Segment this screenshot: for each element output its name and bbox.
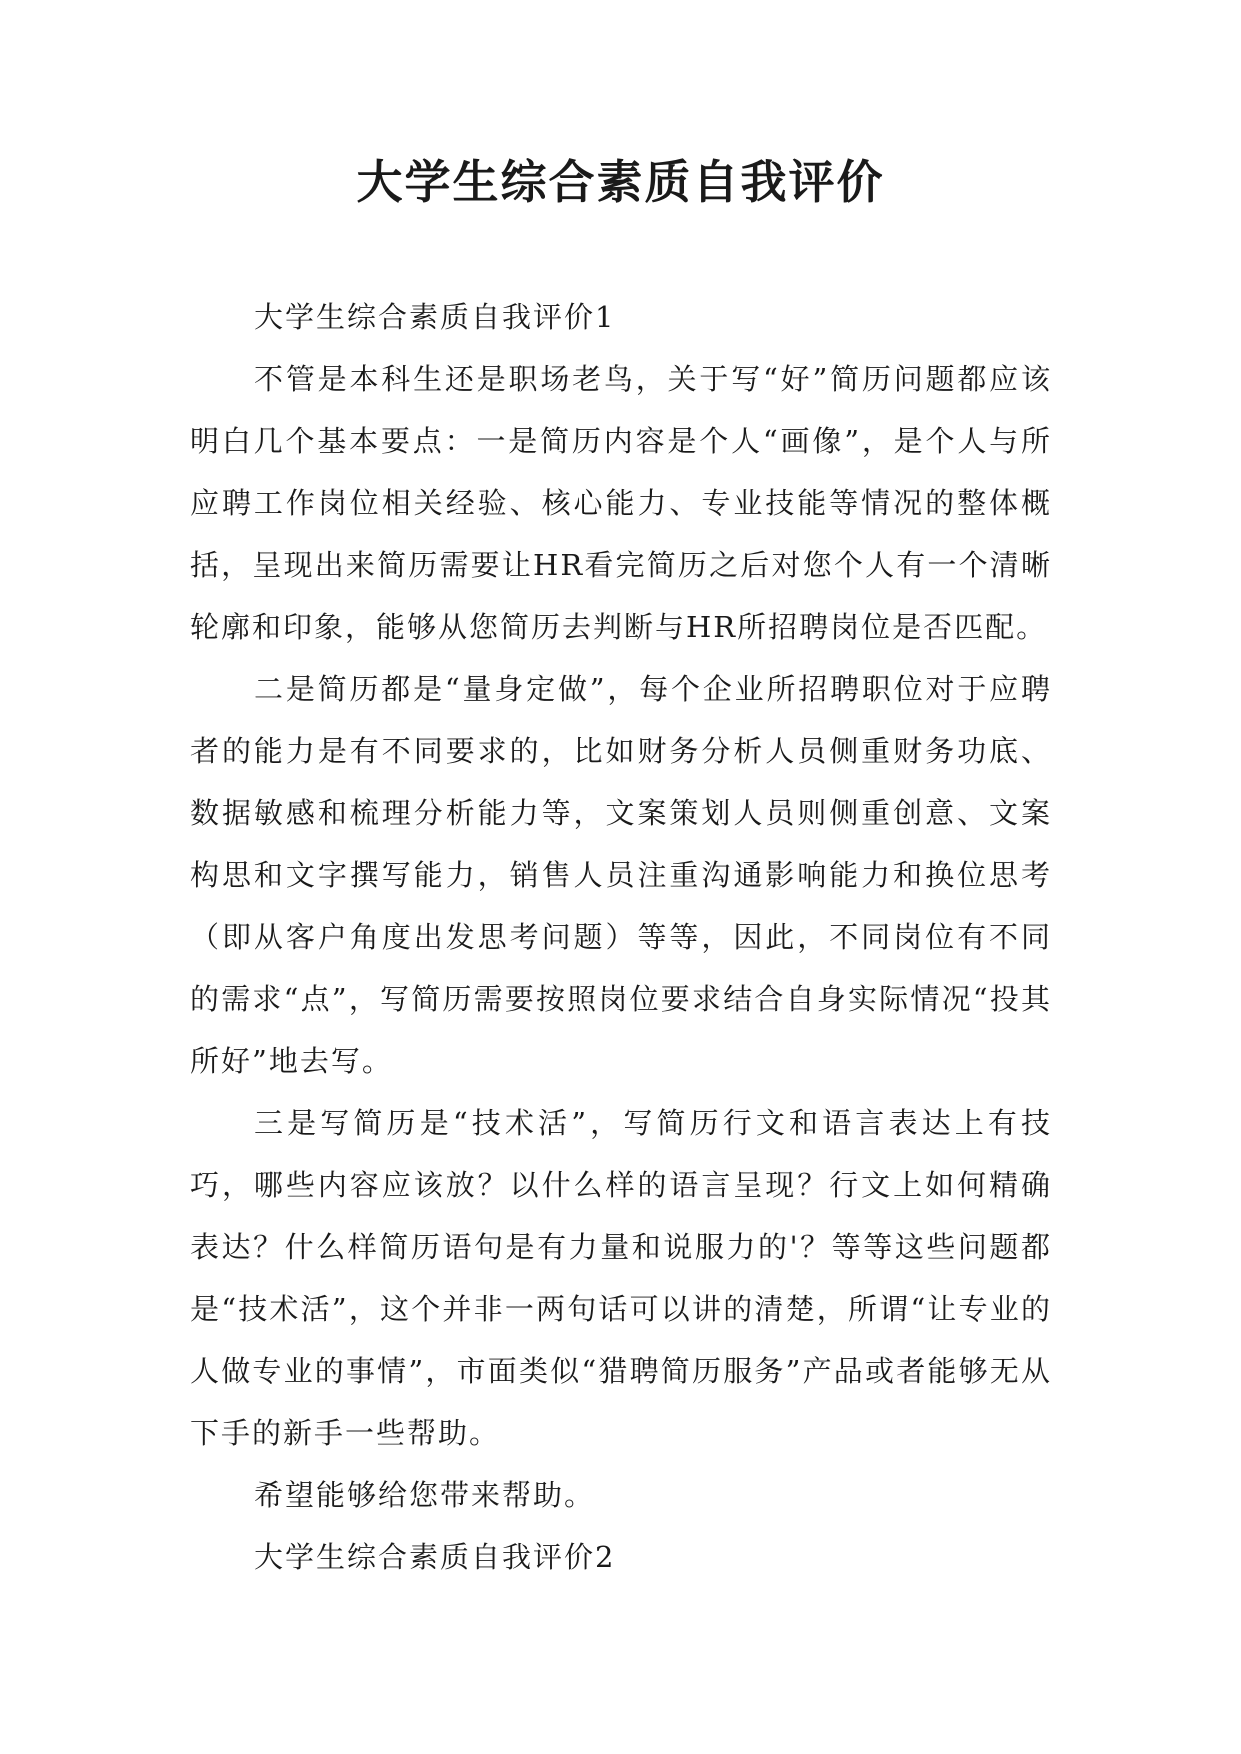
section-heading-1: 大学生综合素质自我评价1 (254, 300, 616, 334)
body-paragraph: 三是写简历是“技术活”，写简历行文和语言表达上有技巧，哪些内容应该放？以什么样的语言呈现？行文上如何精确表达？什么样简历语句是有力量和说服力的'？等等这些问题都是“技术活”，这个并非一两句话可以讲的清楚，所谓“让专业的人做专业的事情”，市面类似“猎聘简历服务”产品或者能够无从下手的新手一些帮助。 (190, 1106, 1052, 1450)
section-heading-2: 大学生综合素质自我评价2 (254, 1540, 616, 1574)
document-title: 大学生综合素质自我评价 (356, 155, 885, 209)
body-paragraph: 希望能够给您带来帮助。 (254, 1478, 596, 1512)
body-paragraph: 二是简历都是“量身定做”，每个企业所招聘职位对于应聘者的能力是有不同要求的，比如财务分析人员侧重财务功底、数据敏感和梳理分析能力等，文案策划人员则侧重创意、文案构思和文字撰写能力，销售人员注重沟通影响能力和换位思考（即从客户角度出发思考问题）等等，因此，不同岗位有不同的需求“点”，写简历需要按照岗位要求结合自身实际情况“投其所好”地去写。 (190, 672, 1052, 1078)
document-body (190, 286, 1052, 1588)
body-paragraph: 不管是本科生还是职场老鸟，关于写“好”简历问题都应该明白几个基本要点：一是简历内容是个人“画像”，是个人与所应聘工作岗位相关经验、核心能力、专业技能等情况的整体概括，呈现出来简历需要让HR看完简历之后对您个人有一个清晰轮廓和印象，能够从您简历去判断与HR所招聘岗位是否匹配。 (190, 362, 1052, 644)
